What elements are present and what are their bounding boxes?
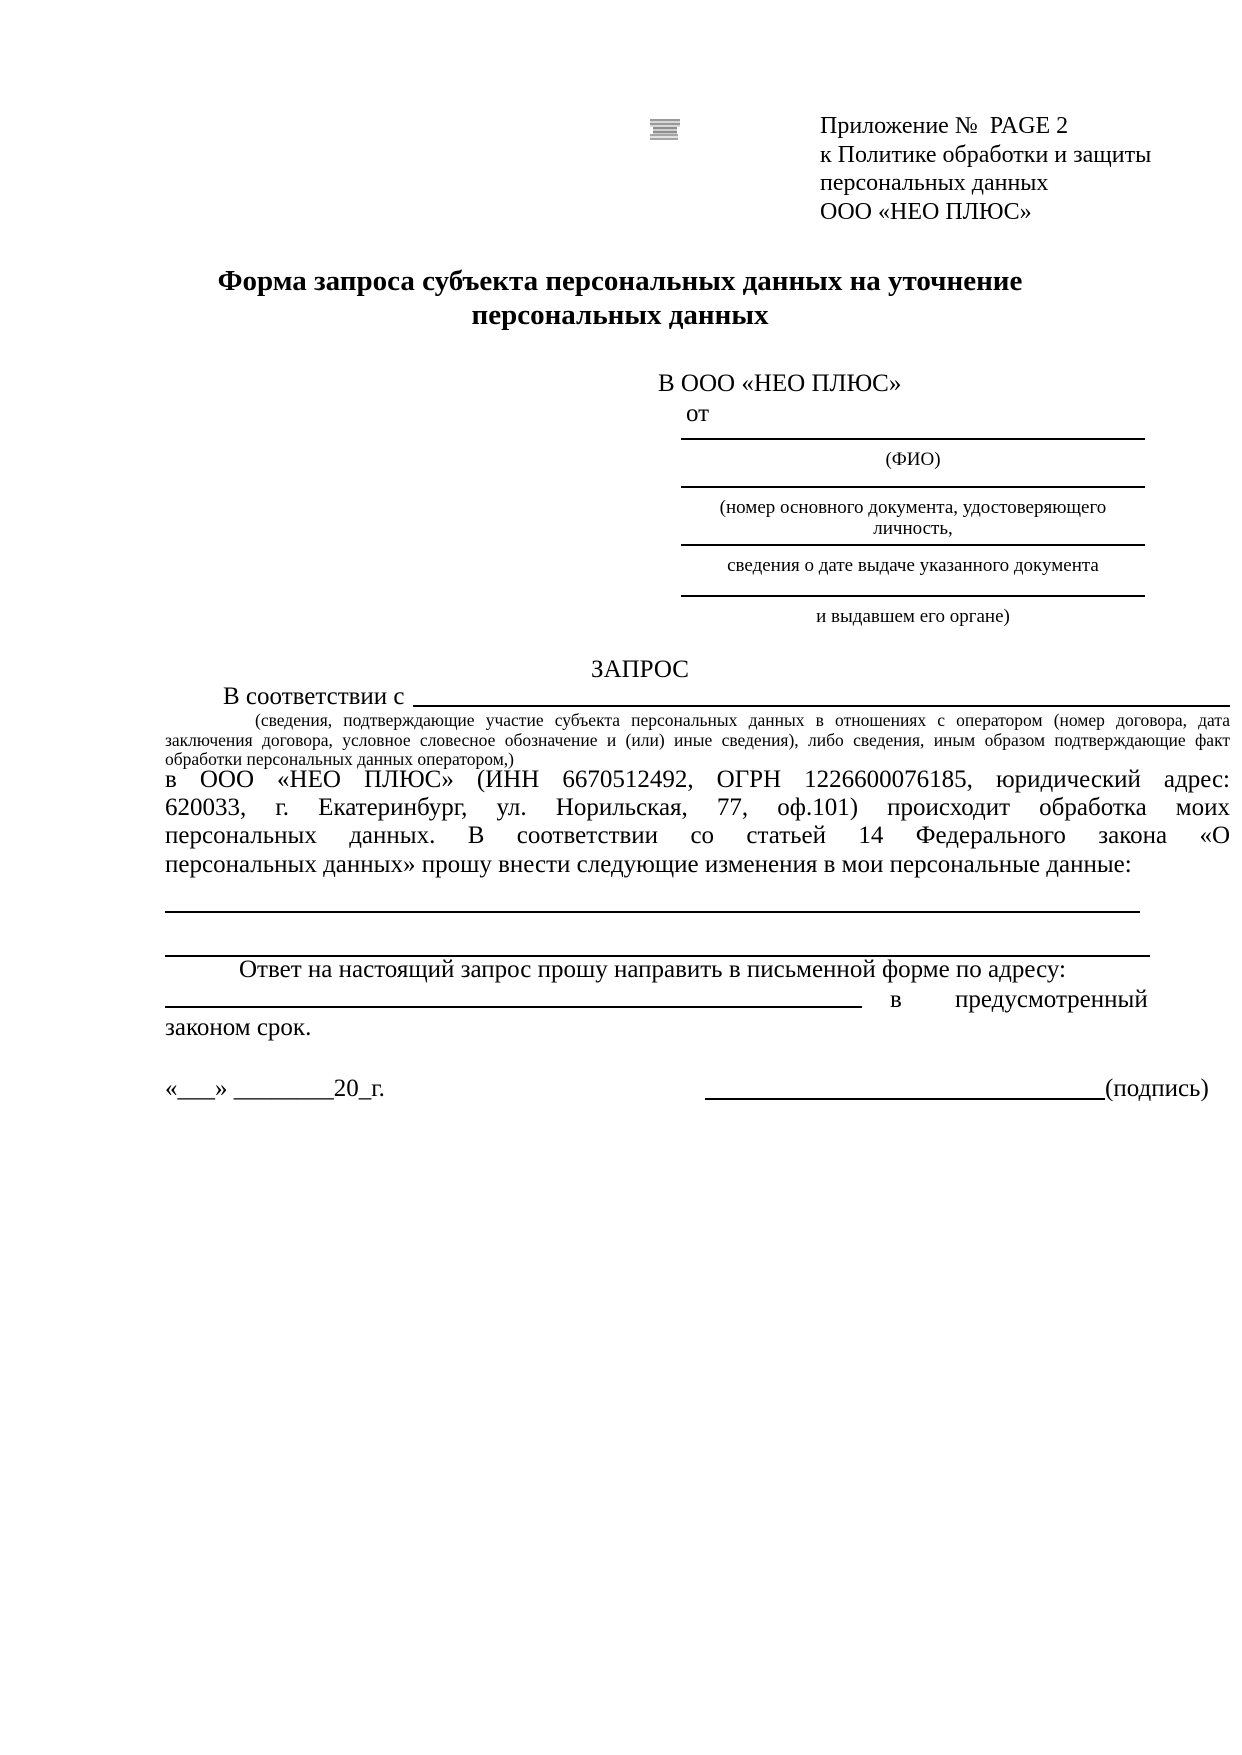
reply-suffix-word-2: предусмотренный (955, 986, 1148, 1013)
org-name-line: ООО «НЕО ПЛЮС» (820, 198, 1032, 225)
doc-issuer-caption: и выдавшем его органе) (816, 606, 1010, 627)
form-title-line-2: персональных данных (471, 299, 769, 331)
body-line: в ООО «НЕО ПЛЮС» (ИНН 6670512492, ОГРН 1226600076185, юридический адрес: (165, 766, 1230, 793)
signature-blank-line[interactable] (705, 1098, 1105, 1100)
changes-blank-line-1[interactable] (165, 911, 1140, 913)
body-line: 620033, г. Екатеринбург, ул. Норильская, 77, оф.101) происходит обработка моих (165, 794, 1230, 822)
artifact-stripe (650, 134, 678, 140)
fio-caption: (ФИО) (885, 449, 941, 470)
doc-number-blank-line[interactable] (681, 486, 1145, 488)
fine-print-line: (сведения, подтверждающие участие субъекта персональных данных в отношениях с оператором (номер договора, дата (255, 710, 1230, 730)
doc-date-caption: сведения о дате выдаче указанного документа (727, 555, 1099, 576)
address-blank-line[interactable] (165, 1006, 862, 1008)
reply-sentence: Ответ на настоящий запрос прошу направить в письменной форме по адресу: (239, 956, 1066, 983)
policy-line-2: персональных данных (820, 170, 1049, 196)
body-line: персональных данных» прошу внести следующие изменения в мои персональные данные: (165, 850, 1132, 878)
accordance-blank-line[interactable] (413, 705, 1230, 707)
request-body-paragraph (165, 766, 1230, 879)
from-label: от (686, 400, 710, 427)
policy-line-1: к Политике обработки и защиты (820, 141, 1152, 168)
request-heading: ЗАПРОС (591, 656, 689, 683)
addressee-org: В ООО «НЕО ПЛЮС» (658, 370, 902, 397)
accordance-prefix: В соответствии с (223, 683, 405, 710)
accordance-row (165, 684, 1230, 710)
fio-blank-line[interactable] (681, 438, 1145, 440)
reply-closing: законом срок. (165, 1014, 312, 1041)
form-title (165, 264, 1075, 332)
doc-issuer-blank-line[interactable] (681, 595, 1145, 597)
fine-print-clause (165, 711, 1230, 770)
artifact-stripe (650, 119, 680, 127)
doc-date-blank-line[interactable] (681, 544, 1145, 546)
header-annex-block (820, 112, 1180, 226)
date-blank-field[interactable]: «___» ________20_г. (165, 1075, 385, 1102)
signature-caption: (подпись) (1105, 1075, 1209, 1102)
artifact-stripe (653, 127, 677, 134)
fine-print-line: обработки персональных данных оператором,) (165, 749, 514, 769)
embedded-image-artifact-icon (650, 119, 680, 142)
annex-number-line: Приложение № PAGE 2 (820, 113, 1069, 139)
fine-print-line: заключения договора, условное словесное обозначение и (или) иные сведения), либо сведения, иным образом подтверждающие факт (165, 729, 1230, 750)
body-line: персональных данных. В соответствии со статьей 14 Федерального закона «О (165, 822, 1230, 850)
doc-number-caption: (номер основного документа, удостоверяющего личность, (719, 497, 1107, 539)
reply-suffix-word-1: в (890, 986, 902, 1013)
form-title-line-1: Форма запроса субъекта персональных данных на уточнение (217, 265, 1023, 297)
